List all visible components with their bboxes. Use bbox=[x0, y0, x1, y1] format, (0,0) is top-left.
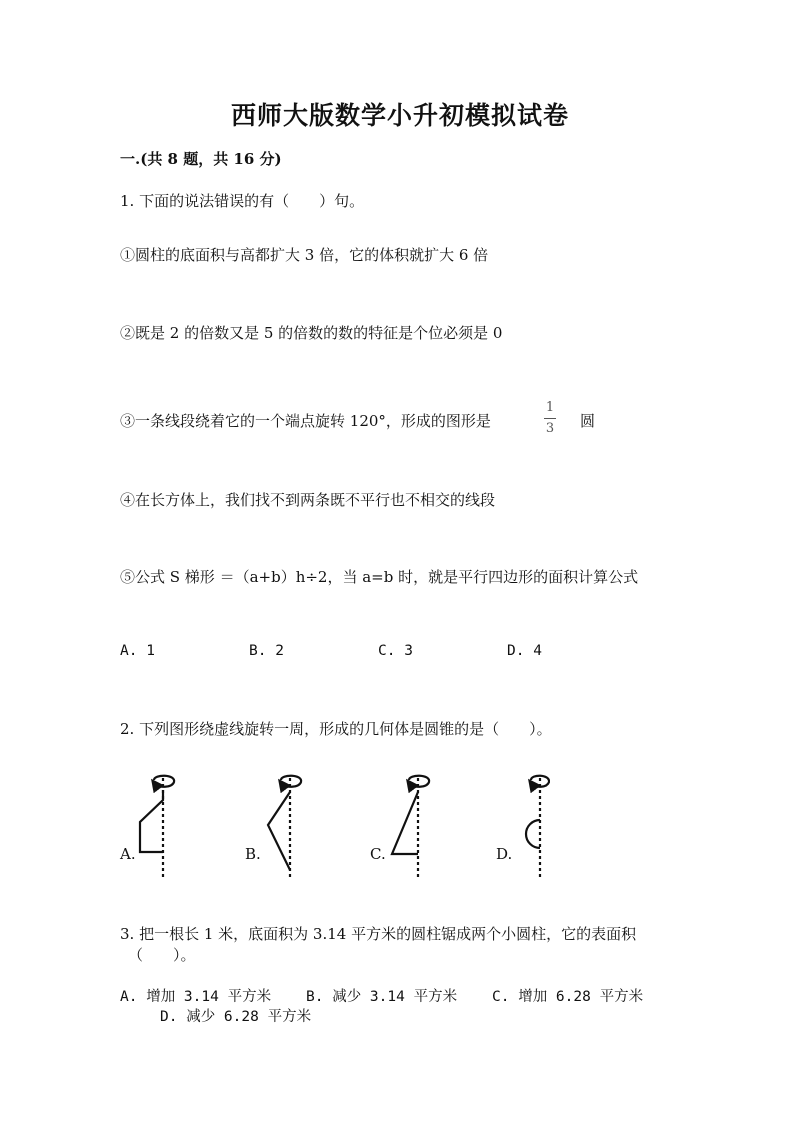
q3-option-b: B. 减少 3.14 平方米 bbox=[306, 989, 458, 1005]
q1-option-d: D. 4 bbox=[507, 643, 542, 659]
q1-option-c: C. 3 bbox=[378, 643, 413, 659]
figure-b bbox=[268, 776, 301, 880]
q1-option-a: A. 1 bbox=[120, 643, 155, 659]
figure-d bbox=[526, 776, 549, 880]
shape-outline bbox=[392, 792, 418, 854]
figure-c bbox=[392, 776, 429, 880]
q2-option-a-label: A. bbox=[120, 845, 136, 863]
q2-option-c-label: C. bbox=[370, 845, 386, 863]
fraction-denominator: 3 bbox=[545, 421, 555, 436]
shape-outline bbox=[268, 792, 290, 870]
rotation-figures bbox=[110, 770, 550, 890]
q3-option-a: A. 增加 3.14 平方米 bbox=[120, 989, 272, 1005]
q1-statement-3: ③一条线段绕着它的一个端点旋转 120°，形成的图形是 bbox=[120, 412, 491, 430]
fraction-numerator: 1 bbox=[545, 400, 555, 415]
q1-statement-5: ⑤公式 S 梯形 ＝（a+b）h÷2，当 a=b 时，就是平行四边形的面积计算公式 bbox=[120, 568, 639, 586]
q1-statement-2: ②既是 2 的倍数又是 5 的倍数的数的特征是个位必须是 0 bbox=[120, 324, 503, 342]
fraction-one-third bbox=[541, 401, 559, 436]
q3-option-d: D. 减少 6.28 平方米 bbox=[160, 1009, 312, 1025]
q2-stem: 2. 下列图形绕虚线旋转一周，形成的几何体是圆锥的是（ ）。 bbox=[120, 720, 552, 738]
q1-statement-4: ④在长方体上，我们找不到两条既不平行也不相交的线段 bbox=[120, 491, 496, 509]
q1-statement-3-tail: 圆 bbox=[580, 412, 596, 430]
q3-stem-line-2: （ ）。 bbox=[128, 946, 196, 964]
q3-stem-line-1: 3. 把一根长 1 米，底面积为 3.14 平方米的圆柱锯成两个小圆柱，它的表面积 bbox=[120, 925, 637, 943]
figure-a bbox=[140, 776, 174, 880]
page-title: 西师大版数学小升初模拟试卷 bbox=[230, 101, 569, 130]
shape-outline bbox=[526, 820, 540, 848]
q2-option-d-label: D. bbox=[496, 845, 513, 863]
section-heading: 一.(共 8 题，共 16 分) bbox=[120, 150, 282, 168]
q3-option-c: C. 增加 6.28 平方米 bbox=[492, 989, 644, 1005]
shape-outline bbox=[140, 790, 163, 852]
q1-option-b: B. 2 bbox=[249, 643, 284, 659]
q1-stem: 1. 下面的说法错误的有（ ）句。 bbox=[120, 192, 365, 210]
q1-statement-1: ①圆柱的底面积与高都扩大 3 倍，它的体积就扩大 6 倍 bbox=[120, 246, 489, 264]
q2-option-b-label: B. bbox=[245, 845, 261, 863]
fraction-bar bbox=[544, 418, 556, 419]
